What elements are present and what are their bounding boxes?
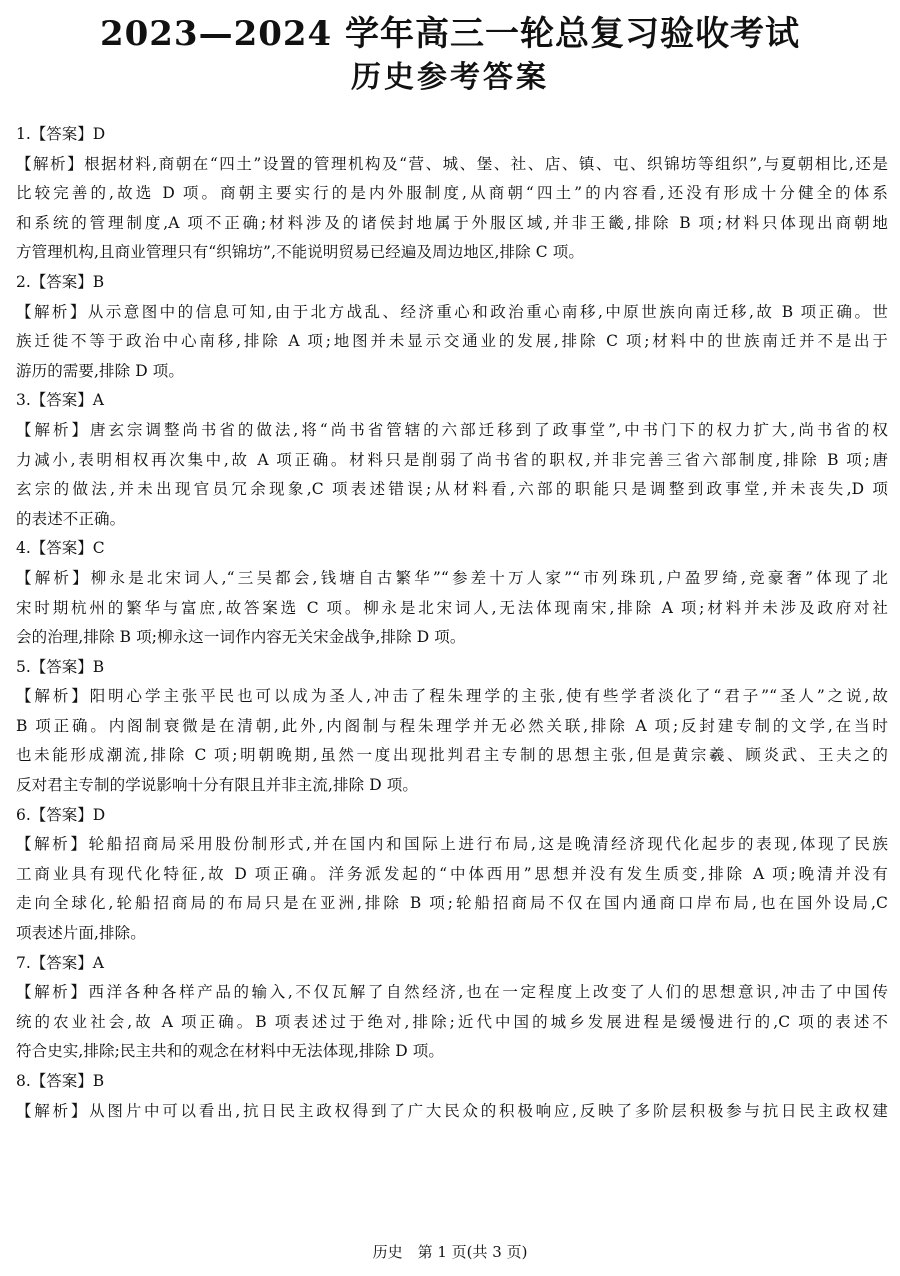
question-block [16,801,888,949]
analysis-line: 【解析】从图片中可以看出,抗日民主政权得到了广大民众的积极响应,反映了多阶层积极参与抗日民主政权建 [16,1101,888,1120]
analysis-line: 【解析】轮船招商局采用股份制形式,并在国内和国际上进行布局,这是晚清经济现代化起步的表现,体现了民族 [16,835,888,854]
analysis-line: 也未能形成潮流,排除 C 项;明朝晚期,虽然一度出现批判君主专制的思想主张,但是黄宗羲、顾炎武、王夫之的 [16,746,888,765]
analysis-line: 会的治理,排除 B 项;柳永这一词作内容无关宋金战争,排除 D 项。 [16,628,466,647]
analysis-line: 【解析】西洋各种各样产品的输入,不仅瓦解了自然经济,也在一定程度上改变了人们的思想意识,冲击了中国传 [16,983,888,1002]
analysis-line: 反对君主专制的学说影响十分有限且并非主流,排除 D 项。 [16,776,419,795]
analysis-line: 和系统的管理制度,A 项不正确;材料涉及的诸侯封地属于外服区域,并非王畿,排除 B 项;材料只体现出商朝地 [16,213,888,232]
question-block [16,1067,888,1126]
analysis-line: B 项正确。内阁制衰微是在清朝,此外,内阁制与程朱理学并无必然关联,排除 A 项;反封建专制的文学,在当时 [16,716,888,735]
question-block [16,386,888,534]
analysis-line: 工商业具有现代化特征,故 D 项正确。洋务派发起的“中体西用”思想并没有发生质变,排除 A 项;晚清并没有 [16,864,888,883]
page-footer: 历史 第 1 页(共 3 页) [372,1243,528,1261]
analysis-line: 【解析】根据材料,商朝在“四土”设置的管理机构及“营、城、堡、社、店、镇、屯、织锦坊等组织”,与夏朝相比,还是 [16,154,888,173]
analysis-line: 宋时期杭州的繁华与富庶,故答案选 C 项。柳永是北宋词人,无法体现南宋,排除 A 项;材料并未涉及政府对社 [16,598,888,617]
analysis-line: 项表述片面,排除。 [16,924,146,943]
analysis-line: 方管理机构,且商业管理只有“织锦坊”,不能说明贸易已经遍及周边地区,排除 C 项。 [16,243,584,262]
analysis-line: 游历的需要,排除 D 项。 [16,361,185,380]
question-block [16,534,888,652]
answer-line: 3.【答案】A [16,391,104,410]
analysis-line: 统的农业社会,故 A 项正确。B 项表述过于绝对,排除;近代中国的城乡发展进程是缓慢进行的,C 项的表述不 [16,1012,888,1031]
question-block [16,120,888,268]
answer-list [16,120,888,1126]
answer-line: 8.【答案】B [16,1072,105,1090]
question-block [16,949,888,1067]
analysis-line: 的表述不正确。 [16,509,126,528]
analysis-line: 符合史实,排除;民主共和的观念在材料中无法体现,排除 D 项。 [16,1042,444,1061]
question-block [16,653,888,801]
analysis-line: 族迁徙不等于政治中心南移,排除 A 项;地图并未显示交通业的发展,排除 C 项;材料中的世族南迁并不是出于 [16,332,888,351]
document-title: 2023—2024 学年高三一轮总复习验收考试 [99,14,801,54]
analysis-line: 【解析】从示意图中的信息可知,由于北方战乱、经济重心和政治重心南移,中原世族向南迁移,故 B 项正确。世 [16,302,888,321]
analysis-line: 玄宗的做法,并未出现官员冗余现象,C 项表述错误;从材料看,六部的职能只是调整到政事堂,并未丧失,D 项 [16,480,888,499]
analysis-line: 走向全球化,轮船招商局的布局只是在亚洲,排除 B 项;轮船招商局不仅在国内通商口岸布局,也在国外设局,C [16,894,888,913]
question-block [16,268,888,386]
analysis-line: 【解析】唐玄宗调整尚书省的做法,将“尚书省管辖的六部迁移到了政事堂”,中书门下的权力扩大,尚书省的权 [16,420,888,439]
answer-line: 4.【答案】C [16,539,105,558]
answer-line: 7.【答案】A [16,953,104,972]
answer-line: 5.【答案】B [16,657,105,676]
answer-line: 2.【答案】B [16,272,105,291]
document-subtitle: 历史参考答案 [351,60,549,95]
analysis-line: 【解析】柳永是北宋词人,“三吴都会,钱塘自古繁华”“参差十万人家”“市列珠玑,户盈罗绮,竞豪奢”体现了北 [16,568,888,587]
analysis-line: 力减小,表明相权再次集中,故 A 项正确。材料只是削弱了尚书省的职权,并非完善三省六部制度,排除 B 项;唐 [16,450,888,469]
answer-line: 6.【答案】D [16,805,106,824]
analysis-line: 比较完善的,故选 D 项。商朝主要实行的是内外服制度,从商朝“四土”的内容看,还没有形成十分健全的体系 [16,184,888,203]
answer-line: 1.【答案】D [16,125,106,143]
analysis-line: 【解析】阳明心学主张平民也可以成为圣人,冲击了程朱理学的主张,使有些学者淡化了“君子”“圣人”之说,故 [16,687,888,706]
